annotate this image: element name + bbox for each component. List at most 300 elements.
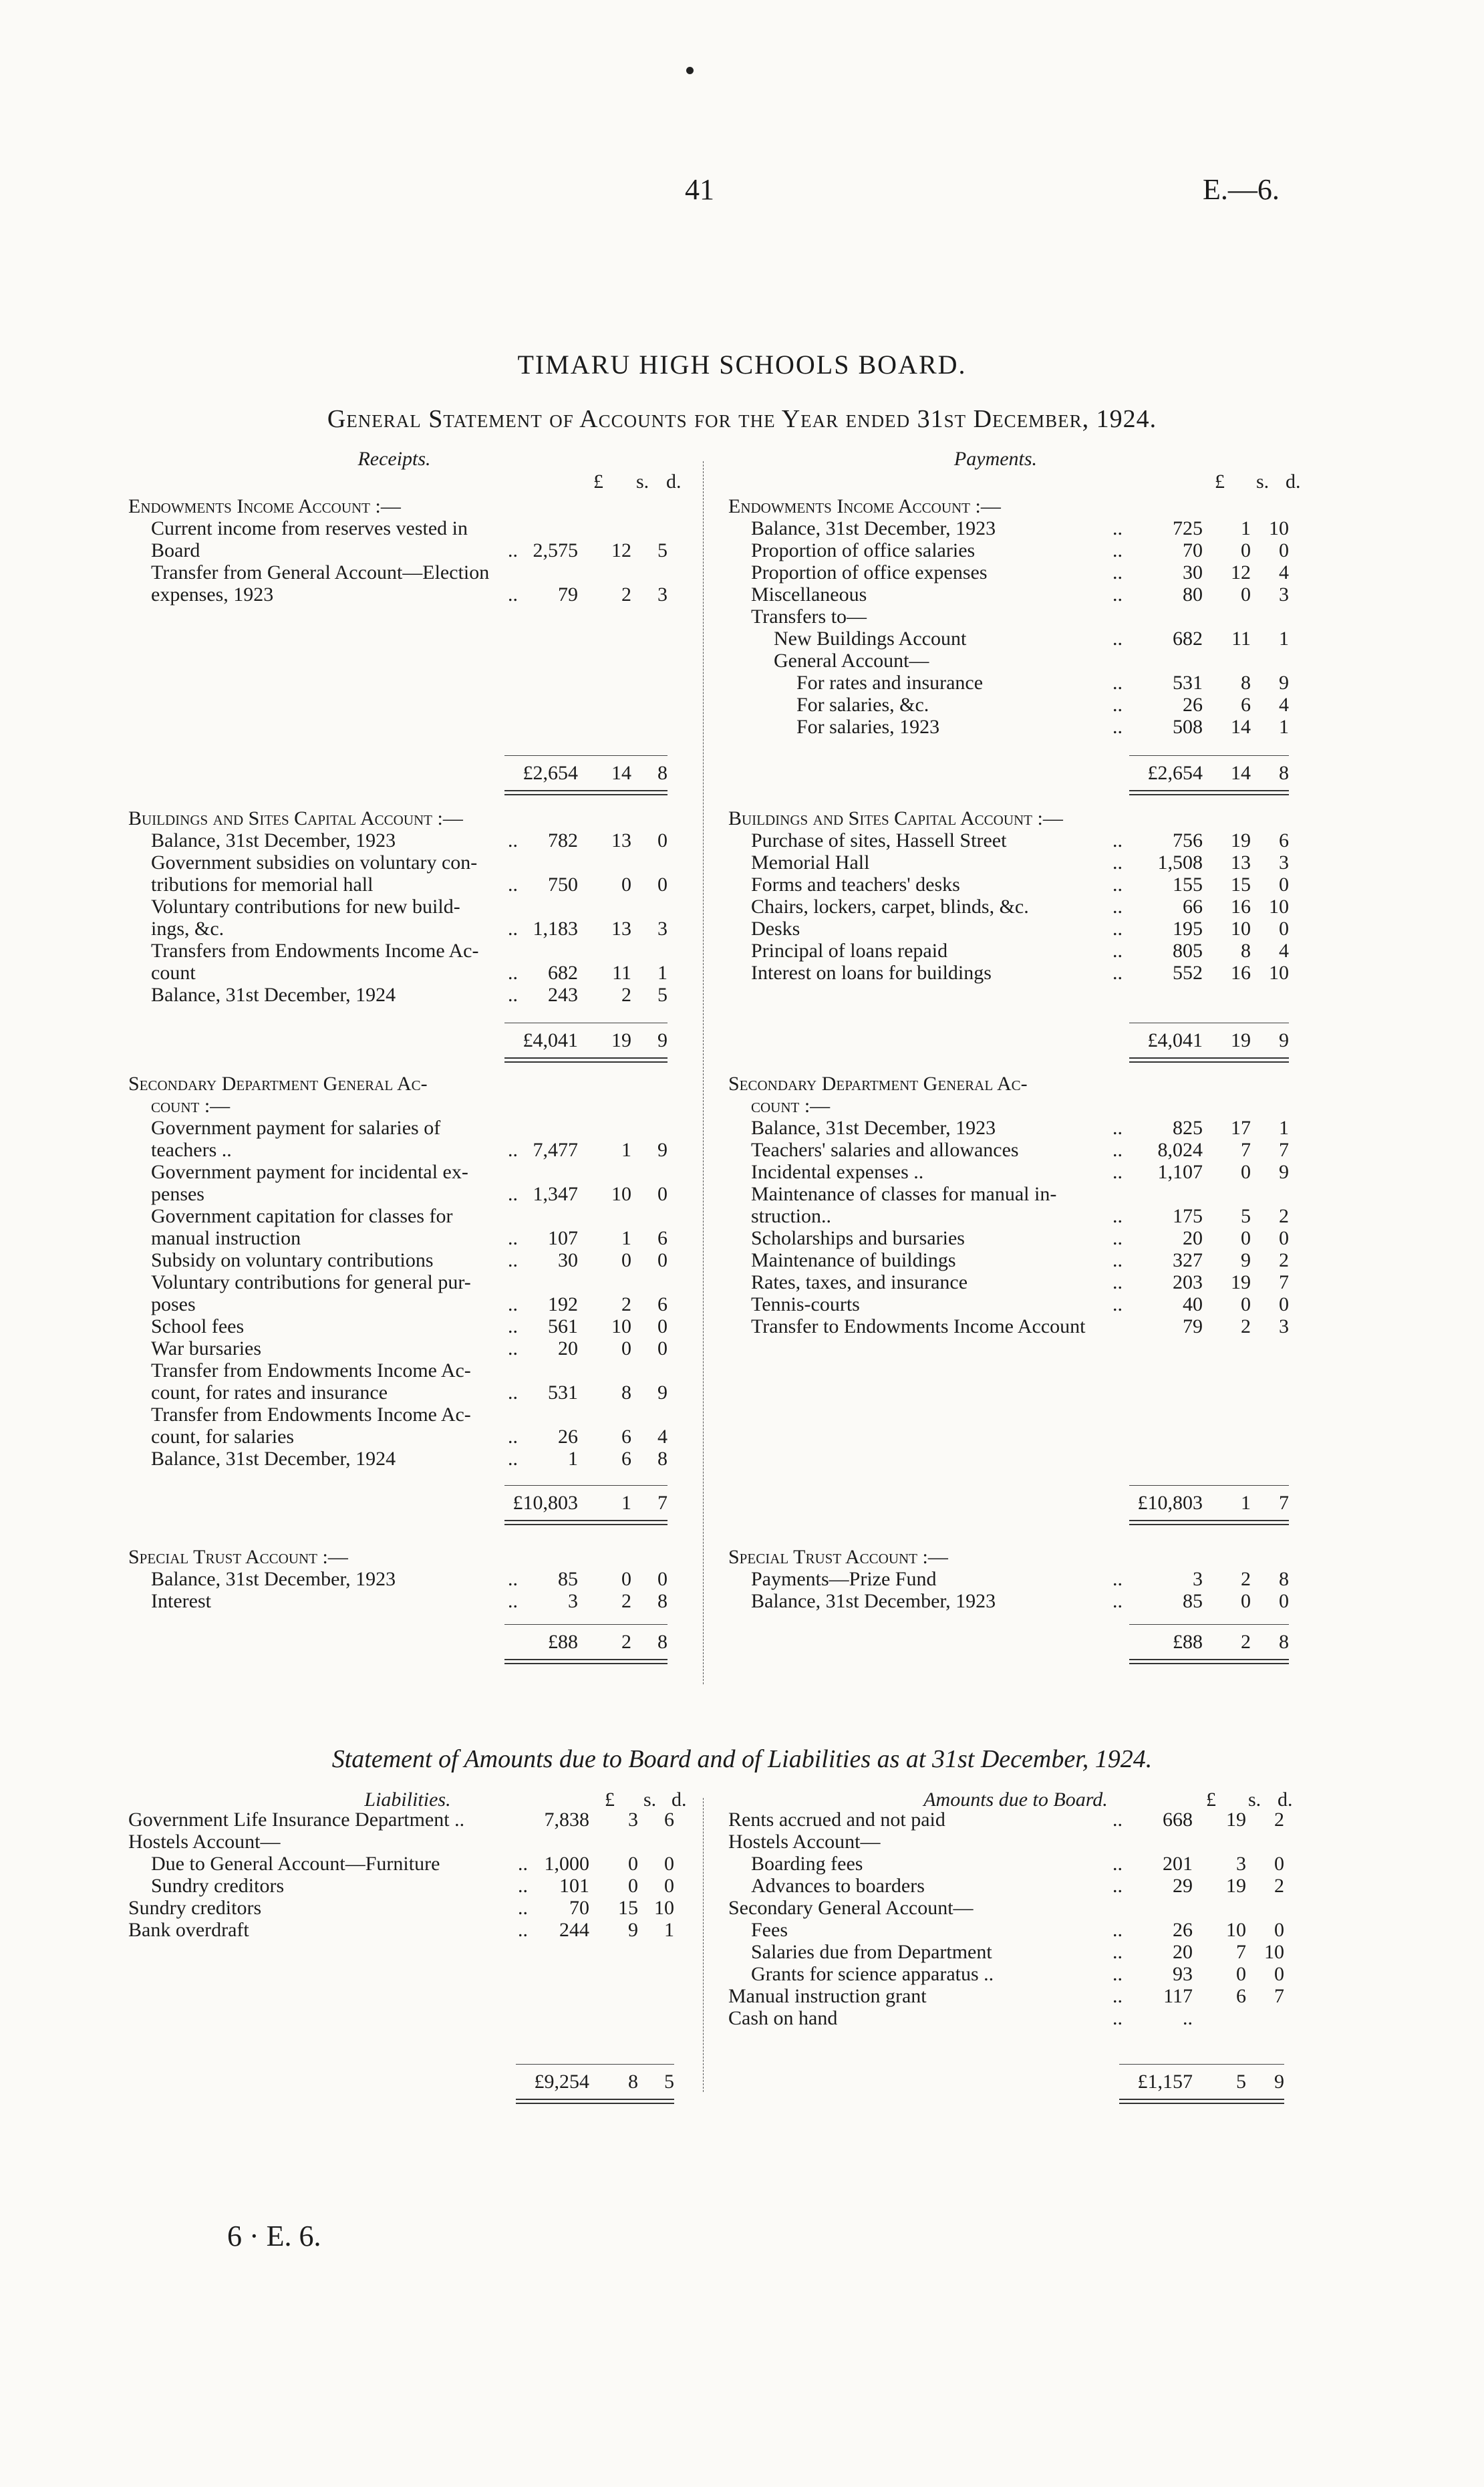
line-label: count, for salaries bbox=[151, 1426, 295, 1448]
receipts-line bbox=[128, 940, 743, 962]
receipts-unit-pence: d. bbox=[666, 471, 682, 493]
line-label: manual instruction bbox=[151, 1227, 301, 1249]
amounts-due-line bbox=[728, 2007, 1343, 2029]
receipts-section-2 bbox=[128, 1073, 743, 1470]
receipts-heading: Receipts. bbox=[357, 448, 431, 470]
line-label: count bbox=[151, 962, 196, 984]
leader-dots: .. bbox=[508, 1293, 518, 1315]
due-unit-pence: d. bbox=[1278, 1789, 1293, 1811]
leader-dots: .. bbox=[1112, 1941, 1123, 1963]
liabilities-heading: Liabilities. bbox=[364, 1789, 451, 1811]
payments-line bbox=[728, 874, 1343, 896]
amounts-due-line bbox=[728, 1919, 1343, 1941]
amount-pence: 0 bbox=[1279, 874, 1289, 896]
amount-shillings: 11 bbox=[612, 962, 631, 984]
amount-shillings: 1 bbox=[621, 1227, 631, 1249]
footer-signature: 6 · E. 6. bbox=[227, 2220, 321, 2252]
amount-pence: 5 bbox=[657, 539, 667, 561]
amount-pounds: 70 bbox=[1183, 539, 1203, 561]
amount-pence: 8 bbox=[657, 1448, 667, 1470]
total-rule-top bbox=[504, 1485, 667, 1486]
payments-line bbox=[728, 650, 1343, 672]
line-label: General Account— bbox=[774, 650, 929, 672]
total-rule-double bbox=[516, 2099, 674, 2100]
amount-pence: 0 bbox=[657, 829, 667, 852]
line-label: For rates and insurance bbox=[796, 672, 984, 694]
amount-shillings: 13 bbox=[611, 829, 631, 852]
receipts-line bbox=[128, 1117, 743, 1139]
ink-dot bbox=[686, 67, 694, 74]
payments-line bbox=[728, 1293, 1343, 1315]
total-pence: 8 bbox=[657, 1631, 667, 1653]
receipts-line bbox=[128, 1448, 743, 1470]
line-label: penses bbox=[151, 1183, 204, 1205]
amount-pence: 6 bbox=[664, 1809, 674, 1831]
total-pence: 8 bbox=[657, 762, 667, 784]
amount-shillings: 3 bbox=[628, 1809, 638, 1831]
receipts-line bbox=[128, 852, 743, 874]
amount-pence: 3 bbox=[657, 583, 667, 606]
amount-pence: 7 bbox=[1279, 1271, 1289, 1293]
line-label: Voluntary contributions for general pur- bbox=[151, 1271, 471, 1293]
line-label: Balance, 31st December, 1923 bbox=[151, 1568, 396, 1590]
leader-dots: .. bbox=[508, 1448, 518, 1470]
section-heading: Secondary Department General Ac- bbox=[128, 1073, 428, 1095]
amount-shillings: 2 bbox=[621, 583, 631, 606]
total-rule-top bbox=[1119, 2064, 1284, 2065]
payments-line bbox=[728, 672, 1343, 694]
payments-section-total bbox=[728, 1029, 1330, 1052]
receipts-line bbox=[128, 1426, 743, 1448]
amount-pence: 0 bbox=[657, 1568, 667, 1590]
line-label: Transfer from General Account—Election bbox=[151, 561, 490, 583]
line-label: Principal of loans repaid bbox=[751, 940, 948, 962]
line-label: Balance, 31st December, 1923 bbox=[751, 1117, 996, 1139]
total-rule-double bbox=[1119, 2099, 1284, 2100]
amount-pounds: 40 bbox=[1183, 1293, 1203, 1315]
total-rule-top bbox=[1129, 1624, 1289, 1625]
amount-pounds: 243 bbox=[548, 984, 578, 1006]
amount-pence: 0 bbox=[664, 1853, 674, 1875]
amount-pounds: 85 bbox=[558, 1568, 578, 1590]
payments-line bbox=[728, 1227, 1343, 1249]
line-label: Government Life Insurance Department .. bbox=[128, 1809, 465, 1831]
amount-shillings: 0 bbox=[1241, 1227, 1251, 1249]
amounts-due-line bbox=[728, 1853, 1343, 1875]
amount-shillings: 0 bbox=[628, 1853, 638, 1875]
amount-pence: 0 bbox=[657, 1249, 667, 1271]
leader-dots: .. bbox=[1112, 829, 1123, 852]
total-pence: 5 bbox=[664, 2071, 674, 2093]
amount-shillings: 2 bbox=[1241, 1315, 1251, 1337]
amount-shillings: 2 bbox=[621, 984, 631, 1006]
receipts-line bbox=[128, 1227, 743, 1249]
page-title: TIMARU HIGH SCHOOLS BOARD. bbox=[517, 350, 967, 380]
amount-shillings: 13 bbox=[611, 918, 631, 940]
leader-dots: .. bbox=[1112, 1161, 1123, 1183]
total-rule-double bbox=[1129, 1057, 1289, 1059]
receipts-section-total bbox=[128, 1492, 730, 1515]
amount-pounds: 66 bbox=[1183, 896, 1203, 918]
amount-pence: 4 bbox=[1279, 940, 1289, 962]
amount-shillings: 10 bbox=[611, 1183, 631, 1205]
amount-pounds: 531 bbox=[548, 1382, 578, 1404]
leader-dots: .. bbox=[1112, 517, 1123, 539]
receipts-line bbox=[128, 1382, 743, 1404]
section-heading: Secondary Department General Ac- bbox=[728, 1073, 1028, 1095]
payments-line bbox=[728, 606, 1343, 628]
total-shillings: 1 bbox=[1241, 1492, 1251, 1514]
liabilities-line bbox=[128, 1919, 743, 1941]
total-shillings: 14 bbox=[611, 762, 631, 784]
amount-pence: 1 bbox=[664, 1919, 674, 1941]
line-label: Boarding fees bbox=[751, 1853, 863, 1875]
line-label: Incidental expenses .. bbox=[751, 1161, 924, 1183]
section-heading: Buildings and Sites Capital Account :— bbox=[728, 807, 1063, 829]
leader-dots: .. bbox=[1112, 852, 1123, 874]
leader-dots: .. bbox=[1112, 1875, 1123, 1897]
receipts-line bbox=[128, 1161, 743, 1183]
receipts-line bbox=[128, 1183, 743, 1205]
line-label: tributions for memorial hall bbox=[151, 874, 374, 896]
amount-pence: 1 bbox=[657, 962, 667, 984]
amount-pounds: 825 bbox=[1173, 1117, 1203, 1139]
section-heading: Endowments Income Account :— bbox=[728, 495, 1001, 517]
receipts-line bbox=[128, 896, 743, 918]
section-heading: Buildings and Sites Capital Account :— bbox=[128, 807, 463, 829]
liab-unit-shilling: s. bbox=[643, 1789, 657, 1811]
total-shillings: 14 bbox=[1231, 762, 1251, 784]
leader-dots: .. bbox=[508, 1382, 518, 1404]
amount-pence: 9 bbox=[1279, 1161, 1289, 1183]
amount-shillings: 14 bbox=[1231, 716, 1251, 738]
leader-dots: .. bbox=[508, 874, 518, 896]
amount-pounds: 175 bbox=[1173, 1205, 1203, 1227]
amount-shillings: 5 bbox=[1241, 1205, 1251, 1227]
line-label: Transfer from Endowments Income Ac- bbox=[151, 1404, 471, 1426]
amount-pence: 1 bbox=[1279, 1117, 1289, 1139]
amount-pounds: 80 bbox=[1183, 583, 1203, 606]
due-unit-shilling: s. bbox=[1248, 1789, 1262, 1811]
receipts-line bbox=[128, 517, 743, 539]
amount-shillings: 7 bbox=[1241, 1139, 1251, 1161]
amount-shillings: 11 bbox=[1231, 628, 1251, 650]
amounts-due-line bbox=[728, 1875, 1343, 1897]
payments-line bbox=[728, 962, 1343, 984]
payments-line bbox=[728, 1315, 1343, 1337]
total-pounds: £88 bbox=[548, 1631, 578, 1653]
payments-line bbox=[728, 918, 1343, 940]
line-label: Interest bbox=[151, 1590, 211, 1612]
amounts-due-heading: Amounts due to Board. bbox=[923, 1789, 1108, 1811]
amount-pounds: 79 bbox=[558, 583, 578, 606]
amount-pence: 0 bbox=[1279, 918, 1289, 940]
receipts-section-total bbox=[128, 762, 730, 785]
amount-shillings: 1 bbox=[621, 1139, 631, 1161]
payments-section-1 bbox=[728, 807, 1343, 984]
total-rule-double bbox=[1129, 1663, 1289, 1664]
line-label: Current income from reserves vested in bbox=[151, 517, 468, 539]
amount-pounds: 1,183 bbox=[533, 918, 578, 940]
amount-pence: 0 bbox=[1274, 1919, 1284, 1941]
receipts-line bbox=[128, 1293, 743, 1315]
total-rule-double bbox=[1129, 794, 1289, 795]
line-label: Salaries due from Department bbox=[751, 1941, 992, 1963]
amount-pounds: 552 bbox=[1173, 962, 1203, 984]
amount-shillings: 9 bbox=[1241, 1249, 1251, 1271]
amount-pounds: 155 bbox=[1173, 874, 1203, 896]
amount-pence: 0 bbox=[1279, 1293, 1289, 1315]
payments-line bbox=[728, 852, 1343, 874]
amount-pence: 10 bbox=[654, 1897, 674, 1919]
amount-shillings: 1 bbox=[1241, 517, 1251, 539]
payments-line bbox=[728, 896, 1343, 918]
payments-line bbox=[728, 539, 1343, 561]
amount-pounds: 192 bbox=[548, 1293, 578, 1315]
amount-pounds: 107 bbox=[548, 1227, 578, 1249]
line-label: Hostels Account— bbox=[128, 1831, 281, 1853]
amount-shillings: 6 bbox=[1236, 1985, 1246, 2007]
liab-unit-pence: d. bbox=[672, 1789, 687, 1811]
leader-dots: .. bbox=[1112, 1963, 1123, 1985]
line-label: Bank overdraft bbox=[128, 1919, 249, 1941]
total-rule-top bbox=[504, 1624, 667, 1625]
amount-pence: 6 bbox=[657, 1227, 667, 1249]
amounts-due-line bbox=[728, 1897, 1343, 1919]
line-label: New Buildings Account bbox=[774, 628, 967, 650]
amount-pence: 1 bbox=[1279, 716, 1289, 738]
amount-pounds: 561 bbox=[548, 1315, 578, 1337]
receipts-section-0 bbox=[128, 495, 743, 606]
line-label: For salaries, 1923 bbox=[796, 716, 940, 738]
leader-dots: .. bbox=[508, 1227, 518, 1249]
total-rule-double bbox=[504, 1659, 667, 1660]
leader-dots: .. bbox=[508, 1426, 518, 1448]
amount-shillings: 17 bbox=[1231, 1117, 1251, 1139]
amount-shillings: 0 bbox=[628, 1875, 638, 1897]
receipts-section-1 bbox=[128, 807, 743, 1006]
total-shillings: 2 bbox=[1241, 1631, 1251, 1653]
payments-line bbox=[728, 1205, 1343, 1227]
amount-shillings: 2 bbox=[1241, 1568, 1251, 1590]
amount-pounds: 195 bbox=[1173, 918, 1203, 940]
amount-pounds: 682 bbox=[1173, 628, 1203, 650]
amount-shillings: 16 bbox=[1231, 962, 1251, 984]
payments-line bbox=[728, 517, 1343, 539]
section-heading: Special Trust Account :— bbox=[728, 1546, 948, 1568]
amount-pounds: 20 bbox=[1173, 1941, 1193, 1963]
total-pounds: £9,254 bbox=[534, 2071, 589, 2093]
total-rule-double bbox=[504, 1061, 667, 1063]
receipts-line bbox=[128, 1271, 743, 1293]
line-label: Government subsidies on voluntary con- bbox=[151, 852, 478, 874]
total-rule-double bbox=[1129, 1524, 1289, 1525]
amount-pence: 0 bbox=[664, 1875, 674, 1897]
liabilities-total bbox=[128, 2071, 730, 2093]
line-label: Balance, 31st December, 1923 bbox=[751, 1590, 996, 1612]
line-label: War bursaries bbox=[151, 1337, 262, 1359]
amount-pence: 0 bbox=[657, 1315, 667, 1337]
amount-shillings: 8 bbox=[1241, 940, 1251, 962]
receipts-section-3 bbox=[128, 1546, 743, 1612]
amount-pounds: 725 bbox=[1173, 517, 1203, 539]
leader-dots: .. bbox=[1112, 1293, 1123, 1315]
line-label: Government payment for incidental ex- bbox=[151, 1161, 468, 1183]
receipts-section-total bbox=[128, 1631, 730, 1654]
line-label: Transfers from Endowments Income Ac- bbox=[151, 940, 479, 962]
amount-pounds: 20 bbox=[1183, 1227, 1203, 1249]
leader-dots: .. bbox=[1112, 539, 1123, 561]
line-label: ings, &c. bbox=[151, 918, 225, 940]
total-shillings: 5 bbox=[1236, 2071, 1246, 2093]
line-label: Due to General Account—Furniture bbox=[151, 1853, 440, 1875]
statement-title: Statement of Amounts due to Board and of Liabilities as at 31st December, 1924. bbox=[331, 1745, 1153, 1773]
total-shillings: 19 bbox=[1231, 1029, 1251, 1051]
amount-pounds: 70 bbox=[569, 1897, 589, 1919]
total-rule-top bbox=[504, 755, 667, 756]
amounts-due-line bbox=[728, 1809, 1343, 1831]
total-pence: 7 bbox=[657, 1492, 667, 1514]
leader-dots: .. bbox=[1112, 874, 1123, 896]
amount-shillings: 10 bbox=[1226, 1919, 1246, 1941]
payments-line bbox=[728, 1161, 1343, 1183]
amount-pence: 0 bbox=[1274, 1853, 1284, 1875]
leader-dots: .. bbox=[508, 583, 518, 606]
amount-pounds: 201 bbox=[1163, 1853, 1193, 1875]
amount-pounds: 3 bbox=[568, 1590, 578, 1612]
line-label: Maintenance of buildings bbox=[751, 1249, 956, 1271]
leader-dots: .. bbox=[1112, 672, 1123, 694]
amount-pounds: 7,477 bbox=[533, 1139, 578, 1161]
line-label: Rents accrued and not paid bbox=[728, 1809, 945, 1831]
amount-pence: 4 bbox=[1279, 561, 1289, 583]
amount-pounds: 117 bbox=[1163, 1985, 1193, 2007]
amount-pence: 4 bbox=[1279, 694, 1289, 716]
receipts-unit-shilling: s. bbox=[636, 471, 649, 493]
payments-section-total bbox=[728, 1631, 1330, 1654]
amount-pence: 9 bbox=[657, 1382, 667, 1404]
amount-shillings: 10 bbox=[1231, 918, 1251, 940]
total-rule-double bbox=[516, 2103, 674, 2104]
line-label: Miscellaneous bbox=[751, 583, 867, 606]
amount-pence: 8 bbox=[657, 1590, 667, 1612]
amount-shillings: 0 bbox=[1236, 1963, 1246, 1985]
leader-dots: .. bbox=[1112, 1205, 1123, 1227]
amount-pence: 2 bbox=[1274, 1809, 1284, 1831]
amount-shillings: 0 bbox=[621, 1568, 631, 1590]
amount-shillings: 19 bbox=[1226, 1809, 1246, 1831]
leader-dots: .. bbox=[1112, 628, 1123, 650]
section-heading-cont: count :— bbox=[751, 1095, 831, 1117]
payments-unit-pound: £ bbox=[1215, 471, 1225, 493]
line-label: Balance, 31st December, 1923 bbox=[751, 517, 996, 539]
payments-section-3 bbox=[728, 1546, 1343, 1612]
amount-pence: 6 bbox=[1279, 829, 1289, 852]
receipts-line bbox=[128, 583, 743, 606]
leader-dots: .. bbox=[1112, 2007, 1123, 2029]
payments-heading: Payments. bbox=[953, 448, 1038, 470]
line-label: Government payment for salaries of bbox=[151, 1117, 441, 1139]
payments-line bbox=[728, 1271, 1343, 1293]
amount-pence: 0 bbox=[1279, 539, 1289, 561]
total-pence: 9 bbox=[1274, 2071, 1284, 2093]
liabilities-line bbox=[128, 1897, 743, 1919]
total-rule-double bbox=[1129, 1061, 1289, 1063]
leader-dots: .. bbox=[508, 1590, 518, 1612]
amount-pounds: 327 bbox=[1173, 1249, 1203, 1271]
line-label: poses bbox=[151, 1293, 196, 1315]
line-label: expenses, 1923 bbox=[151, 583, 274, 606]
amount-pounds: 93 bbox=[1173, 1963, 1193, 1985]
leader-dots: .. bbox=[1112, 1919, 1123, 1941]
total-pence: 9 bbox=[1279, 1029, 1289, 1051]
line-label: School fees bbox=[151, 1315, 245, 1337]
amount-pence: 2 bbox=[1279, 1205, 1289, 1227]
amount-pence: 0 bbox=[657, 1337, 667, 1359]
amount-pounds: 1,347 bbox=[533, 1183, 578, 1205]
payments-line bbox=[728, 1249, 1343, 1271]
payments-line bbox=[728, 940, 1343, 962]
line-label: struction.. bbox=[751, 1205, 831, 1227]
total-pounds: £4,041 bbox=[1147, 1029, 1203, 1051]
amounts-due-list bbox=[728, 1809, 1343, 2029]
leader-dots: .. bbox=[1112, 1227, 1123, 1249]
leader-dots: .. bbox=[1112, 1853, 1123, 1875]
amount-pence: 3 bbox=[657, 918, 667, 940]
amount-pence: 1 bbox=[1279, 628, 1289, 650]
amount-shillings: 15 bbox=[618, 1897, 638, 1919]
total-pounds: £10,803 bbox=[1137, 1492, 1203, 1514]
leader-dots: .. bbox=[518, 1875, 528, 1897]
amount-shillings: 6 bbox=[621, 1448, 631, 1470]
leader-dots: .. bbox=[508, 1568, 518, 1590]
amount-pounds: 101 bbox=[559, 1875, 589, 1897]
leader-dots: .. bbox=[1112, 694, 1123, 716]
liabilities-line bbox=[128, 1875, 743, 1897]
line-label: Balance, 31st December, 1924 bbox=[151, 1448, 396, 1470]
amount-shillings: 0 bbox=[1241, 1293, 1251, 1315]
amount-pounds: 2,575 bbox=[533, 539, 578, 561]
payments-unit-pence: d. bbox=[1286, 471, 1301, 493]
line-label: Sundry creditors bbox=[151, 1875, 285, 1897]
amount-pounds: 8,024 bbox=[1157, 1139, 1203, 1161]
leader-dots: .. bbox=[518, 1919, 528, 1941]
receipts-line bbox=[128, 539, 743, 561]
amount-shillings: 19 bbox=[1231, 829, 1251, 852]
line-label: Teachers' salaries and allowances bbox=[751, 1139, 1019, 1161]
amount-pounds: 244 bbox=[559, 1919, 589, 1941]
amount-shillings: 7 bbox=[1236, 1941, 1246, 1963]
line-label: Government capitation for classes for bbox=[151, 1205, 453, 1227]
amounts-due-total bbox=[728, 2071, 1330, 2093]
total-pounds: £4,041 bbox=[523, 1029, 578, 1051]
section-heading: Endowments Income Account :— bbox=[128, 495, 401, 517]
amount-pence: 3 bbox=[1279, 1315, 1289, 1337]
amount-pence: 7 bbox=[1274, 1985, 1284, 2007]
amount-shillings: 9 bbox=[628, 1919, 638, 1941]
total-shillings: 2 bbox=[621, 1631, 631, 1653]
line-label: Maintenance of classes for manual in- bbox=[751, 1183, 1057, 1205]
line-label: Payments—Prize Fund bbox=[751, 1568, 937, 1590]
amount-pounds: 531 bbox=[1173, 672, 1203, 694]
total-pence: 9 bbox=[657, 1029, 667, 1051]
amount-pounds: 682 bbox=[548, 962, 578, 984]
receipts-line bbox=[128, 1205, 743, 1227]
total-pounds: £88 bbox=[1173, 1631, 1203, 1653]
amount-pounds: 85 bbox=[1183, 1590, 1203, 1612]
amount-pence: 2 bbox=[1279, 1249, 1289, 1271]
total-shillings: 1 bbox=[621, 1492, 631, 1514]
